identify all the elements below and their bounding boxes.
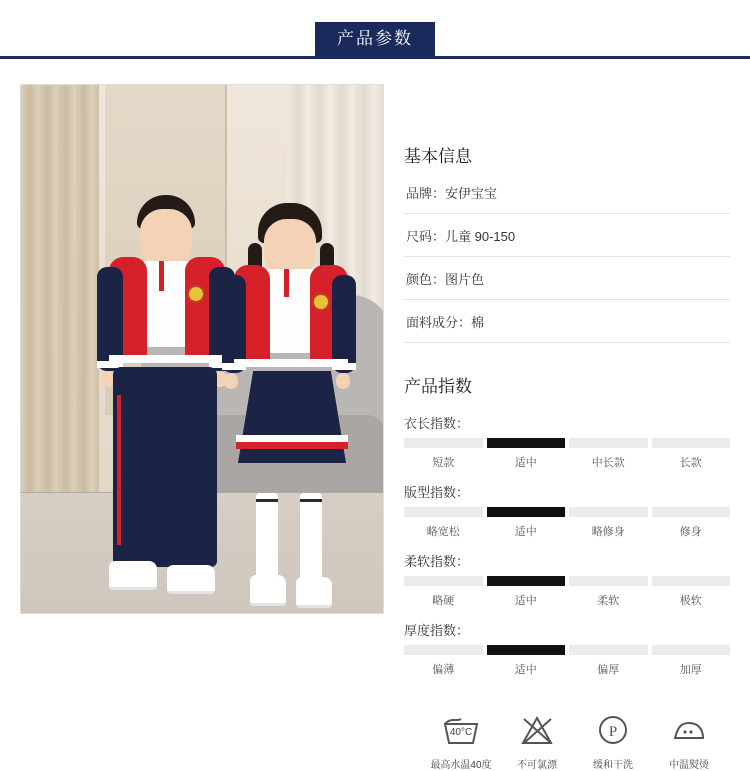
main-content <box>0 62 750 771</box>
index-track <box>652 645 731 655</box>
index-option[interactable] <box>652 645 731 677</box>
product-indices-section <box>404 372 730 689</box>
info-row-size: 尺码：儿童 90-150 <box>404 226 730 257</box>
iron-icon <box>667 710 711 750</box>
index-track <box>569 645 648 655</box>
index-option[interactable] <box>569 645 648 677</box>
boy-chest-badge <box>187 285 205 303</box>
girl-skirt-stripe-white <box>236 435 348 442</box>
boy-head <box>140 209 192 269</box>
no-bleach-triangle-icon <box>515 710 559 750</box>
girl-sock-band-right <box>300 499 322 502</box>
index-option[interactable] <box>652 438 731 470</box>
index-group-length-label: 衣长指数： <box>404 416 470 431</box>
index-option-label: 略宽松 <box>426 526 460 538</box>
index-track <box>404 576 483 586</box>
girl-shoe-left <box>250 575 286 606</box>
girl-sock-band-left <box>256 499 278 502</box>
index-track-active <box>487 507 566 517</box>
care-caption-dryclean: 缓和干洗 <box>593 760 633 771</box>
index-group-softness-label: 柔软指数： <box>404 554 470 569</box>
index-track <box>652 576 731 586</box>
index-option-label: 长款 <box>679 457 702 469</box>
wash-temp-label: 40°C <box>449 727 473 738</box>
index-group-softness-bars <box>404 576 730 608</box>
index-group-fit-label: 版型指数： <box>404 485 470 500</box>
girl-chest-badge <box>312 293 330 311</box>
girl-sock-right <box>300 493 322 581</box>
basic-info-title: 基本信息 <box>404 147 472 166</box>
index-option[interactable] <box>404 576 483 608</box>
index-option-label: 略修身 <box>591 526 625 538</box>
product-photo <box>20 84 384 614</box>
index-group-fit-bars <box>404 507 730 539</box>
product-indices-title: 产品指数 <box>404 377 472 396</box>
index-option[interactable] <box>487 645 566 677</box>
info-row-color: 颜色：图片色 <box>404 269 730 300</box>
care-caption-wash: 最高水温40度 <box>430 760 492 771</box>
index-group-thickness-bars <box>404 645 730 677</box>
index-track <box>404 507 483 517</box>
index-option[interactable] <box>487 438 566 470</box>
index-option[interactable] <box>404 645 483 677</box>
index-option[interactable] <box>652 507 731 539</box>
info-row-fabric: 面料成分：棉 <box>404 312 730 343</box>
girl-skirt <box>238 371 346 463</box>
index-track <box>652 507 731 517</box>
index-track <box>569 576 648 586</box>
care-item-bleach <box>506 710 568 771</box>
boy-collar-stripe <box>159 261 164 291</box>
index-option[interactable] <box>569 507 648 539</box>
index-option[interactable] <box>404 507 483 539</box>
index-track <box>652 438 731 448</box>
index-option[interactable] <box>404 438 483 470</box>
index-track <box>404 438 483 448</box>
index-option-label: 偏厚 <box>597 664 620 676</box>
index-option[interactable] <box>652 576 731 608</box>
index-group-fit <box>404 482 730 539</box>
index-group-length-bars <box>404 438 730 470</box>
index-option-label: 适中 <box>514 664 537 676</box>
girl-hand-right <box>336 373 350 389</box>
girl-collar-stripe-white <box>290 269 295 297</box>
photo-curtain-left <box>21 85 99 505</box>
index-option-label: 柔软 <box>597 595 620 607</box>
index-option[interactable] <box>569 438 648 470</box>
index-group-thickness <box>404 620 730 677</box>
info-row-brand: 品牌：安伊宝宝 <box>404 183 730 214</box>
basic-info-section <box>404 142 730 355</box>
care-item-wash <box>430 710 492 771</box>
girl-jacket-hem <box>234 359 348 367</box>
index-option-label: 极软 <box>679 595 702 607</box>
index-option-label: 修身 <box>679 526 702 538</box>
boy-collar-stripe-white <box>165 261 170 291</box>
index-option[interactable] <box>487 576 566 608</box>
index-option-label: 适中 <box>514 457 537 469</box>
index-option-label: 略硬 <box>432 595 455 607</box>
index-track-active <box>487 438 566 448</box>
care-instructions <box>430 710 720 771</box>
index-option[interactable] <box>487 507 566 539</box>
index-track-active <box>487 576 566 586</box>
index-track <box>569 438 648 448</box>
header-divider <box>0 56 750 59</box>
page-title: 产品参数 <box>315 22 435 56</box>
boy-shoe-left <box>109 561 157 590</box>
page-header <box>0 0 750 62</box>
index-option-label: 适中 <box>514 595 537 607</box>
index-option-label: 适中 <box>514 526 537 538</box>
svg-text:P: P <box>608 724 618 740</box>
girl-sock-left <box>256 493 278 581</box>
index-option-label: 中长款 <box>591 457 625 469</box>
care-caption-bleach: 不可氯漂 <box>517 760 557 771</box>
photo-child-girl <box>216 203 366 614</box>
girl-skirt-stripe-red <box>236 442 348 449</box>
girl-collar-stripe <box>284 269 289 297</box>
girl-hand-left <box>224 373 238 389</box>
care-item-iron <box>658 710 720 771</box>
index-option-label: 偏薄 <box>432 664 455 676</box>
boy-shoe-right <box>167 565 215 594</box>
index-track <box>569 507 648 517</box>
boy-pants <box>113 367 217 567</box>
index-track <box>404 645 483 655</box>
index-group-thickness-label: 厚度指数： <box>404 623 470 638</box>
index-group-softness <box>404 551 730 608</box>
index-track-active <box>487 645 566 655</box>
dryclean-circle-p-icon <box>591 710 635 750</box>
index-option-label: 短款 <box>432 457 455 469</box>
wash-tub-icon <box>439 710 483 750</box>
boy-pants-stripe <box>117 395 121 545</box>
care-item-dryclean <box>582 710 644 771</box>
care-caption-iron: 中温熨烫 <box>669 760 709 771</box>
boy-jacket-hem <box>109 355 225 363</box>
girl-shoe-right <box>296 577 332 608</box>
index-option[interactable] <box>569 576 648 608</box>
index-option-label: 加厚 <box>679 664 702 676</box>
index-group-length <box>404 413 730 470</box>
